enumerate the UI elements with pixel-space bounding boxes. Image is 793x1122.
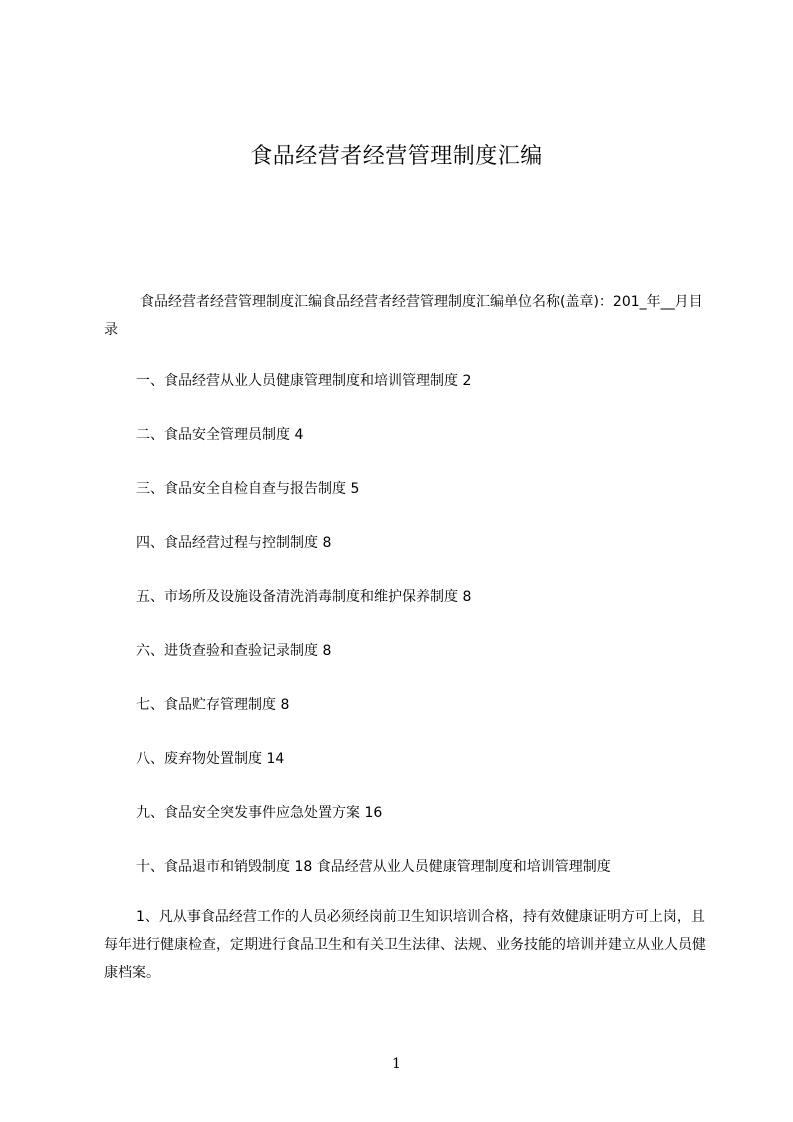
toc-item: 三、食品安全自检自查与报告制度 5 (136, 481, 360, 497)
toc-item: 五、市场所及设施设备清洗消毒制度和维护保养制度 8 (136, 589, 472, 605)
table-of-contents (136, 368, 611, 908)
document-title: 食品经营者经营管理制度汇编 (250, 144, 543, 169)
toc-item: 八、废弃物处置制度 14 (136, 751, 285, 767)
body-paragraph: 1、凡从事食品经营工作的人员必须经岗前卫生知识培训合格，持有效健康证明方可上岗，且每年进行健康检查，定期进行食品卫生和有关卫生法律、法规、业务技能的培训并建立从业人员健康档案。 (104, 909, 706, 981)
toc-item: 六、进货查验和查验记录制度 8 (136, 643, 332, 659)
toc-item: 九、食品安全突发事件应急处置方案 16 (136, 805, 383, 821)
toc-item: 七、食品贮存管理制度 8 (136, 697, 290, 713)
toc-item: 十、食品退市和销毁制度 18 食品经营从业人员健康管理制度和培训管理制度 (136, 859, 611, 875)
toc-item: 四、食品经营过程与控制制度 8 (136, 535, 332, 551)
page-number: 1 (392, 1056, 401, 1072)
intro-paragraph: 食品经营者经营管理制度汇编食品经营者经营管理制度汇编单位名称(盖章)：201_年__月目录 (104, 294, 703, 338)
toc-item: 一、食品经营从业人员健康管理制度和培训管理制度 2 (136, 373, 472, 389)
toc-item: 二、食品安全管理员制度 4 (136, 427, 304, 443)
